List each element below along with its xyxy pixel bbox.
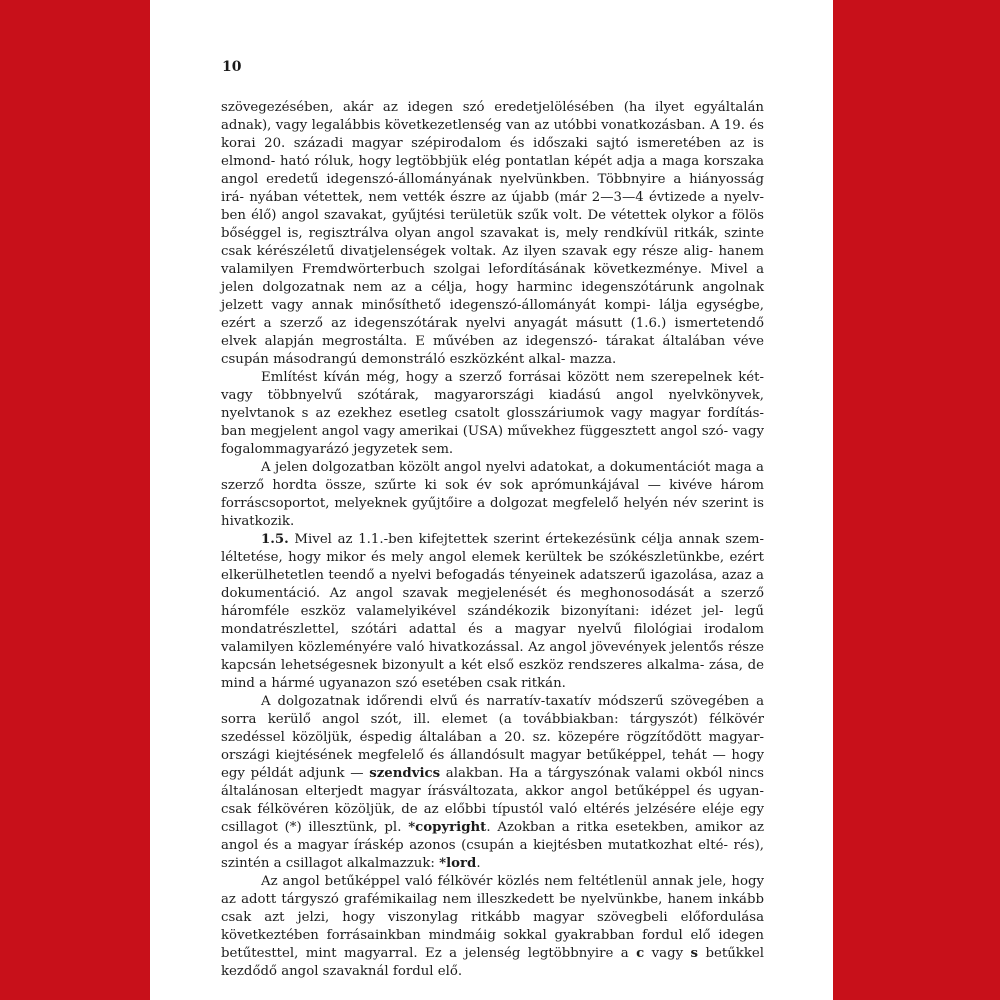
text-line: zása, de mind a hármé ugyanazon szó esetében csak ritkán. [221, 658, 764, 691]
text-line: angolnak jelzett vagy annak minősíthető idegenszó-állományát kompi- [221, 280, 764, 313]
text-line: maga a szerző hordta össze, szűrte ki sok év sok aprómunkájával — kivéve [221, 460, 764, 493]
text-line: Mivel a jelen dolgozatnak nem az a célja, hogy harminc idegenszótárunk [221, 262, 764, 295]
text-line: inkább csak azt jelzi, hogy viszonylag ritkább magyar szövegbeli előfordulása [221, 892, 764, 925]
text-line: általánosan elterjedt magyar írásváltozata, akkor angol betűképpel és ugyan- [221, 784, 764, 799]
text-line: ban megjelent angol vagy amerikai (USA) művekhez függesztett angol szó- [221, 424, 729, 439]
text-line: A dolgozatnak időrendi elvű és narratív-taxatív módszerű szövegében [261, 694, 750, 709]
text-line: Mivel az 1.1.-ben kifejtettek szerint értekezésünk célja annak szem- [288, 532, 764, 547]
paragraph [221, 99, 764, 369]
text-line: nyában vétettek, nem vették észre az újabb (már 2—3—4 évtizede a nyelv- [249, 190, 764, 205]
text-line: szerint is hivatkozik. [221, 496, 764, 529]
text-line: azaz a dokumentáció. Az angol szavak megjelenését és meghonosodását a [221, 568, 764, 601]
headword: *lord [439, 856, 477, 871]
text-line: vagy legalábbis következetlenség van az utóbbi vonatkozásban. A 19. és korai [221, 118, 764, 151]
paragraph [221, 459, 764, 531]
body-text [221, 99, 764, 981]
text-line: (1.6.) ismertetendő elvek alapján megrostálta. E művében az idegenszó- [221, 316, 764, 349]
text-line: csak félkövéren közöljük, de az előbbi típustól való eltérés jelzésére eléje egy [221, 802, 764, 817]
text-line: Az angol betűképpel való félkövér közlés nem feltétlenül annak jele, [261, 874, 727, 889]
text-line: országi kiejtésének megfelelő és állandósult magyar betűképpel, tehát — hogy [221, 748, 764, 763]
text-line: nyelvtanok s az ezekhez esetleg csatolt glosszáriumok vagy magyar fordítás- [221, 406, 764, 421]
text-line: vagy fogalommagyarázó jegyzetek sem. [221, 424, 764, 457]
text-line: szerző háromféle eszköz valamelyikével szándékozik bizonyítani: idézet jel- [221, 586, 764, 619]
text-line: rés), szintén a csillagot alkalmazzuk: *lord. [221, 838, 765, 871]
paragraph [221, 693, 764, 873]
text-line: mazza. [569, 352, 617, 367]
text-line: A jelen dolgozatban közölt angol nyelvi adatokat, a dokumentációt [261, 460, 711, 475]
text-line: szinte csak kérészéletű divatjelenségek voltak. Az ilyen szavak egy része alig- [221, 226, 764, 259]
paragraph [221, 369, 764, 459]
text-line: ben élő) angol szavakat, gyűjtési területük szűk volt. De vétettek olykor a [221, 208, 727, 223]
headword: *copyright [408, 820, 487, 835]
text-line: vagy többnyelvű szótárak, magyarországi kiadású angol nyelvkönyvek, [221, 388, 764, 403]
text-line: három forráscsoportot, melyeknek gyűjtőire a dolgozat megfelelő helyén név [221, 478, 765, 511]
text-line: ezért elkerülhetetlen teendő a nyelvi befogadás tényeinek adatszerű igazolása, [221, 550, 764, 583]
text-line: része kapcsán lehetségesnek bizonyult a két első eszköz rendszeres alkalma- [221, 640, 764, 673]
text-line: hanem valamilyen Fremdwörterbuch szolgai lefordításának következménye. [221, 244, 765, 277]
book-page [150, 0, 833, 1000]
page-number: 10 [222, 59, 242, 75]
text-line: betűtesttel, mint magyarral. Ez a jelenség legtöbbnyire a c vagy s betűkkel [221, 946, 764, 961]
paragraph [221, 531, 764, 693]
text-line: léltetése, hogy mikor és mely angol elemek kerültek be szókészletünkbe, [221, 550, 725, 565]
text-line: szedéssel közöljük, éspedig általában a 20. sz. közepére rögzítődött magyar- [221, 730, 764, 745]
text-line: következtében forrásainkban mindmáig sokkal gyakrabban fordul elő idegen [221, 928, 764, 943]
text-line: 20. századi magyar szépirodalom és időszaki sajtó ismeretében az is elmond- [221, 136, 764, 169]
text-line: egy példát adjunk — szendvics alakban. Ha a tárgyszónak valami okból nincs [221, 766, 764, 781]
text-line: hogy az adott tárgyszó grafémikailag nem illeszkedett be nyelvünkbe, hanem [221, 874, 764, 907]
text-line: valamilyen közleményére való hivatkozással. Az angol jövevények jelentős [221, 640, 724, 655]
text-line: fölös bőséggel is, regisztrálva olyan angol szavakat is, mely rendkívül ritkák, [221, 208, 764, 241]
text-line: ható róluk, hogy legtöbbjük elég pontatlan képét adja a maga korszaka angol [221, 154, 765, 187]
text-line: legű mondatrészlettel, szótári adattal és a magyar nyelvű filológiai irodalom [221, 604, 764, 637]
text-line: tárakat általában véve csupán másodrangú demonstráló eszközként alkal- [221, 334, 764, 367]
text-line: az angol és a magyar íráskép azonos (csupán a kiejtésben mutatkozhat elté- [221, 820, 764, 853]
text-line: Említést kíván még, hogy a szerző forrásai között nem szerepelnek két- [261, 370, 764, 385]
headword: s [690, 946, 699, 961]
text-line: csillagot (*) illesztünk, pl. *copyright. Azokban a ritka esetekben, amikor [221, 820, 743, 835]
text-line: a sorra kerülő angol szót, ill. elemet (a továbbiakban: tárgyszót) félkövér [221, 694, 764, 727]
text-line: lálja egységbe, ezért a szerző az idegenszótárak nyelvi anyagát másutt [221, 298, 764, 331]
section-number: 1.5. [261, 532, 289, 547]
text-line: eredetű idegenszó-állományának nyelvünkben. Többnyire a hiányosság irá- [221, 172, 765, 205]
text-line: kezdődő angol szavaknál fordul elő. [221, 964, 463, 979]
headword: c [636, 946, 645, 961]
headword: szendvics [369, 766, 441, 781]
text-line: szövegezésében, akár az idegen szó eredetjelölésében (ha ilyet egyáltalán adnak), [221, 100, 764, 133]
paragraph [221, 873, 764, 981]
